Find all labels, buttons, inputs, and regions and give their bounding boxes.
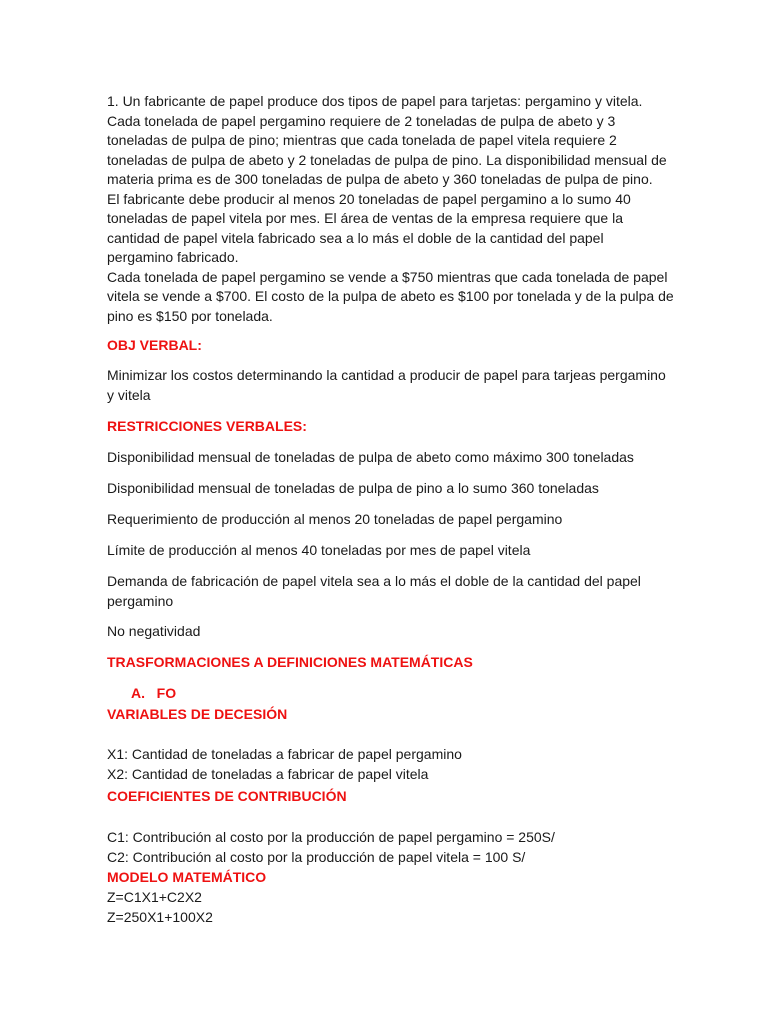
problem-line: vitela se vende a $700. El costo de la pulpa de abeto es $100 por tonelada y de la pulpa de (107, 288, 674, 304)
problem-line: cantidad de papel vitela fabricado sea a lo más el doble de la cantidad del papel (107, 229, 604, 246)
list-item-fo: A. FO (131, 685, 177, 701)
variable-line: X2: Cantidad de toneladas a fabricar de papel vitela (107, 765, 429, 782)
modelo-line: Z=250X1+100X2 (107, 908, 213, 925)
restriccion-item: Disponibilidad mensual de toneladas de pulpa de abeto como máximo 300 toneladas (107, 449, 634, 465)
restriccion-item: Límite de producción al menos 40 toneladas por mes de papel vitela (107, 542, 531, 558)
variables-list (107, 745, 667, 784)
variable-line: X1: Cantidad de toneladas a fabricar de papel pergamino (107, 746, 462, 762)
modelo-heading: MODELO MATEMÁTICO (107, 869, 267, 885)
coeficiente-line: C1: Contribución al costo por la producción de papel pergamino = 250S/ (107, 829, 555, 845)
problem-statement (107, 92, 674, 326)
restriccion-item: No negatividad (107, 623, 201, 639)
modelo-line: Z=C1X1+C2X2 (107, 889, 202, 905)
problem-line: Cada tonelada de papel pergamino requiere de 2 toneladas de pulpa de abeto y 3 (107, 112, 616, 129)
restriccion-item: Disponibilidad mensual de toneladas de pulpa de pino a lo sumo 360 toneladas (107, 480, 599, 496)
problem-line: Cada tonelada de papel pergamino se vende a $750 mientras que cada tonelada de papel (107, 268, 668, 285)
obj-verbal-line: y vitela (107, 386, 151, 403)
problem-line: toneladas de pulpa de pino; mientras que cada tonelada de papel vitela requiere 2 (107, 132, 617, 148)
coeficiente-line: C2: Contribución al costo por la producción de papel vitela = 100 S/ (107, 848, 526, 865)
problem-line: materia prima es de 300 toneladas de pulpa de abeto y 360 toneladas de pulpa de pino. (107, 171, 653, 187)
problem-line: pergamino fabricado. (107, 249, 239, 265)
problem-line: toneladas de papel vitela por mes. El área de ventas de la empresa requiere que la (107, 210, 623, 226)
restricciones-heading: RESTRICCIONES VERBALES: (107, 418, 307, 434)
problem-line: El fabricante debe producir al menos 20 toneladas de papel pergamino a lo sumo 40 (107, 190, 631, 207)
coeficientes-heading: COEFICIENTES DE CONTRIBUCIÓN (107, 788, 347, 804)
problem-line: 1. Un fabricante de papel produce dos tipos de papel para tarjetas: pergamino y vitela. (107, 93, 643, 109)
problem-line: pino es $150 por tonelada. (107, 307, 273, 324)
modelo-list (107, 888, 667, 927)
transformaciones-heading: TRASFORMACIONES A DEFINICIONES MATEMÁTICAS (107, 654, 473, 670)
restriccion-item (107, 572, 667, 611)
restriccion-line: pergamino (107, 592, 174, 609)
coeficientes-list (107, 828, 667, 867)
obj-verbal-heading: OBJ VERBAL: (107, 337, 202, 353)
problem-line: toneladas de pulpa de abeto y 2 toneladas de pulpa de pino. La disponibilidad mensual de (107, 151, 667, 168)
restriccion-item: Requerimiento de producción al menos 20 toneladas de papel pergamino (107, 511, 563, 527)
obj-verbal-text (107, 366, 667, 405)
variables-heading: VARIABLES DE DECESIÓN (107, 706, 288, 722)
restriccion-line: Demanda de fabricación de papel vitela sea a lo más el doble de la cantidad del papel (107, 573, 641, 589)
obj-verbal-line: Minimizar los costos determinando la cantidad a producir de papel para tarjeas pergamino (107, 367, 666, 383)
